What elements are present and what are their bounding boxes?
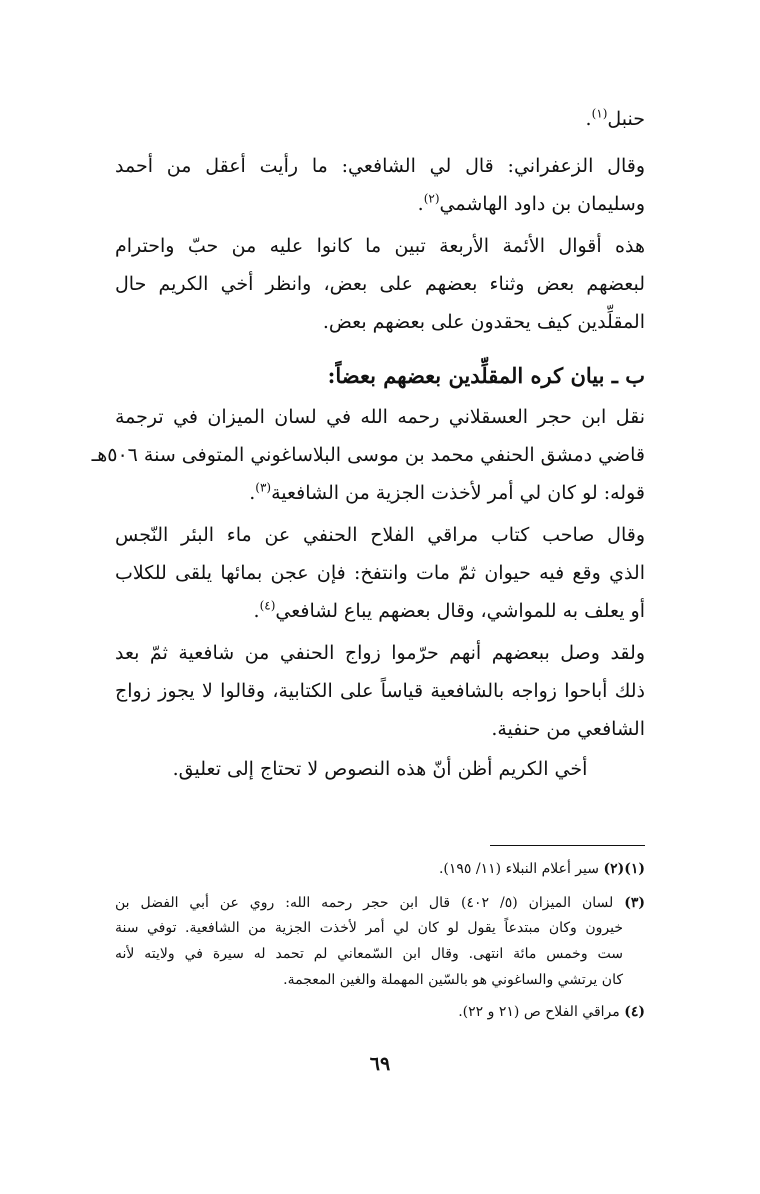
paragraph-line: قاضي دمشق الحنفي محمد بن موسى البلاساغوني المتوفى سنة ٥٠٦هـ — [91, 444, 645, 466]
footnote: (٣) لسان الميزان (٥/ ٤٠٢) قال ابن حجر رحمه الله: روي عن أبي الفضل بن — [115, 895, 645, 911]
footnote: (١)(٢) سير أعلام النبلاء (١١/ ١٩٥). — [438, 861, 645, 877]
page-number: ٦٩ — [369, 1053, 391, 1075]
paragraph-line: قوله: لو كان لي أمر لأخذت الجزية من الشافعية$^{(٣)}$. — [249, 480, 645, 504]
paragraph-line: نقل ابن حجر العسقلاني رحمه الله في لسان الميزان في ترجمة — [115, 406, 645, 428]
paragraph-line: أو يعلف به للمواشي، وقال بعضهم يباع لشافعي$^{(٤)}$. — [253, 598, 645, 622]
paragraph-line: أخي الكريم أظن أنّ هذه النصوص لا تحتاج إلى تعليق. — [172, 758, 588, 780]
footnote-ref[interactable]: (١) — [591, 106, 608, 121]
footnote-separator — [490, 845, 645, 846]
footnote-ref[interactable]: (٣) — [255, 480, 272, 495]
paragraph-line: ولقد وصل ببعضهم أنهم حرّموا زواج الحنفي من شافعية ثمّ بعد — [115, 642, 645, 664]
paragraph-line: وقال الزعفراني: قال لي الشافعي: ما رأيت أعقل من أحمد — [115, 155, 645, 177]
paragraph-line: لبعضهم بعض وثناء بعضهم على بعض، وانظر أخي الكريم حال — [115, 273, 645, 295]
paragraph-line: هذه أقوال الأئمة الأربعة تبين ما كانوا عليه من حبّ واحترام — [115, 235, 645, 257]
paragraph-line: وقال صاحب كتاب مراقي الفلاح الحنفي عن ماء البئر النّجس — [115, 524, 645, 546]
paragraph-line: الشافعي من حنفية. — [491, 718, 645, 740]
paragraph-line: حنبل$^{(١)}$. — [585, 106, 645, 130]
section-heading: ب ـ بيان كره المقلِّدين بعضهم بعضاً: — [327, 363, 645, 388]
footnote-line: ست وخمس مائة انتهى. وقال ابن السّمعاني لم تحمد له سيرة في ولايته لأنه — [115, 946, 623, 962]
footnote-line: خيرون وكان مبتدعاً يقول لو كان لي أمر لأخذت الجزية من الشافعية. توفي سنة — [115, 920, 623, 936]
paragraph-line: المقلِّدين كيف يحقدون على بعضهم بعض. — [322, 311, 645, 333]
paragraph-line: ذلك أباحوا زواجه بالشافعية قياساً على الكتابية، وقالوا لا يجوز زواج — [115, 680, 645, 702]
footnote: (٤) مراقي الفلاح ص (٢١ و ٢٢). — [458, 1004, 645, 1020]
footnote-ref[interactable]: (٢) — [423, 191, 440, 206]
footnote-ref[interactable]: (٤) — [259, 598, 276, 613]
footnote-line: كان يرتشي والساغوني هو بالسّين المهملة والغين المعجمة. — [283, 972, 623, 988]
paragraph-line: الذي وقع فيه حيوان ثمّ مات وانتفخ: فإن عجن بمائها يلقى للكلاب — [115, 562, 645, 584]
paragraph-line: وسليمان بن داود الهاشمي$^{(٢)}$. — [417, 191, 645, 215]
